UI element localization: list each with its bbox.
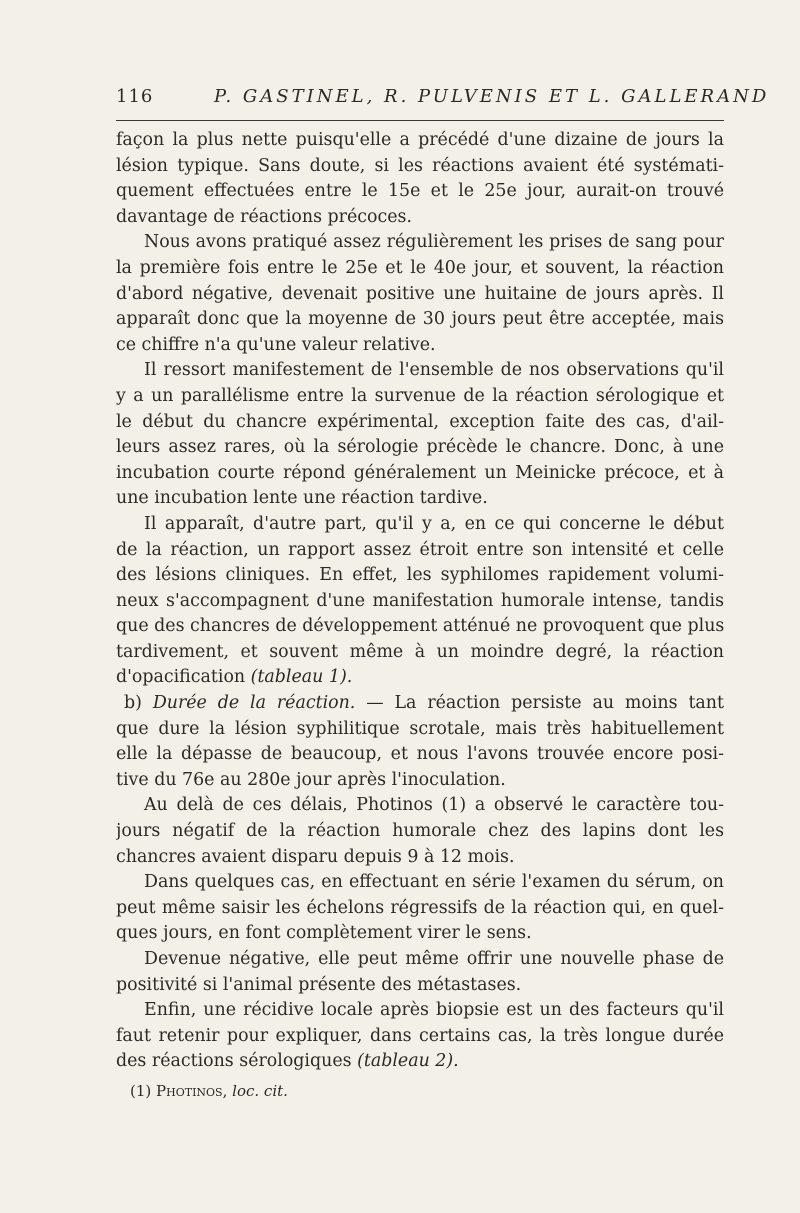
text-line: tive du 76e au 280e jour après l'inoculation. [116, 769, 506, 790]
text-line: que des chancres de développement atténué ne provoquent que plus [116, 616, 724, 637]
table-reference: (tableau 2). [357, 1051, 459, 1072]
text-line: tardivement, et souvent même à un moindre degré, la réaction [116, 641, 724, 662]
text-line: une incubation lente une réaction tardive. [116, 488, 488, 509]
text-line: elle la dépasse de beaucoup, et nous l'avons trouvée encore posi- [116, 744, 724, 765]
text-line: d'abord négative, devenait positive une huitaine de jours après. Il [116, 283, 724, 304]
footnote-number: (1) [130, 1082, 152, 1100]
table-reference: (tableau 1). [250, 667, 353, 688]
page-number: 116 [116, 86, 154, 107]
text-line: Devenue négative, elle peut même offrir une nouvelle phase de [144, 949, 724, 969]
text-line: Il apparaît, d'autre part, qu'il y a, en ce qui concerne le début [144, 513, 724, 534]
text-line: Enfin, une récidive locale après biopsie est un des facteurs qu'il [144, 1000, 724, 1021]
text-line: jours négatif de la réaction humorale chez des lapins dont les [116, 821, 724, 842]
text-line: Nous avons pratiqué assez régulièrement les prises de sang pour [144, 232, 724, 253]
text-line: quement effectuées entre le 15e et le 25e jour, aurait-on trouvé [116, 181, 724, 202]
text-line: neux s'accompagnent d'une manifestation humorale intense, tandis [116, 590, 724, 611]
text-line: que dure la lésion syphilitique scrotale, mais très habituellement [116, 718, 724, 739]
running-head: P. GASTINEL, R. PULVENIS ET L. GALLERAND [214, 86, 770, 107]
footnote [130, 1082, 288, 1100]
text-line: Au delà de ces délais, Photinos (1) a observé le caractère tou- [144, 795, 724, 816]
text-line: leurs assez rares, où la sérologie précède le chancre. Donc, à une [116, 437, 724, 458]
text-line: façon la plus nette puisqu'elle a précédé d'une dizaine de jours la [116, 130, 724, 150]
text-line [116, 1049, 724, 1075]
section-marker: b) [124, 693, 153, 714]
text-line: incubation courte répond généralement un Meinicke précoce, et à [116, 462, 724, 483]
text-line: le début du chancre expérimental, exception faite des cas, d'ail- [116, 411, 724, 432]
text-line: des lésions cliniques. En effet, les syphilomes rapidement volumi- [116, 565, 724, 586]
text-segment: des réactions sérologiques [116, 1051, 352, 1072]
text-line [116, 665, 724, 691]
text-line: chancres avaient disparu depuis 9 à 12 mois. [116, 846, 515, 867]
text-line: ce chiffre n'a qu'une valeur relative. [116, 334, 436, 355]
section-heading-line [116, 691, 724, 717]
text-line: de la réaction, un rapport assez étroit entre son intensité et celle [116, 539, 724, 560]
footnote-reference: loc. cit. [232, 1082, 288, 1100]
text-line: davantage de réactions précoces. [116, 206, 412, 227]
section-title: Durée de la réaction. [152, 693, 356, 714]
text-line: peut même saisir les échelons régressifs de la réaction qui, en quel- [116, 897, 724, 918]
text-line: ques jours, en font complètement virer le sens. [116, 923, 532, 944]
text-line: positivité si l'animal présente des métastases. [116, 974, 522, 995]
text-line: y a un parallélisme entre la survenue de la réaction sérologique et [116, 385, 724, 406]
text-line: lésion typique. Sans doute, si les réactions avaient été systémati- [116, 155, 724, 176]
text-line: Il ressort manifestement de l'ensemble de nos observations qu'il [144, 360, 724, 381]
body-text [116, 128, 724, 1075]
page-header [116, 86, 770, 114]
text-segment: — La réaction persiste au moins tant [355, 693, 724, 714]
header-rule [116, 120, 724, 121]
text-segment: d'opacification [116, 667, 246, 688]
text-line: Dans quelques cas, en effectuant en série l'examen du sérum, on [144, 872, 724, 893]
text-line: apparaît donc que la moyenne de 30 jours peut être acceptée, mais [116, 309, 724, 330]
text-line: faut retenir pour expliquer, dans certains cas, la très longue durée [116, 1025, 724, 1046]
footnote-author: Photinos, [156, 1082, 228, 1100]
text-line: la première fois entre le 25e et le 40e jour, et souvent, la réaction [116, 257, 724, 278]
